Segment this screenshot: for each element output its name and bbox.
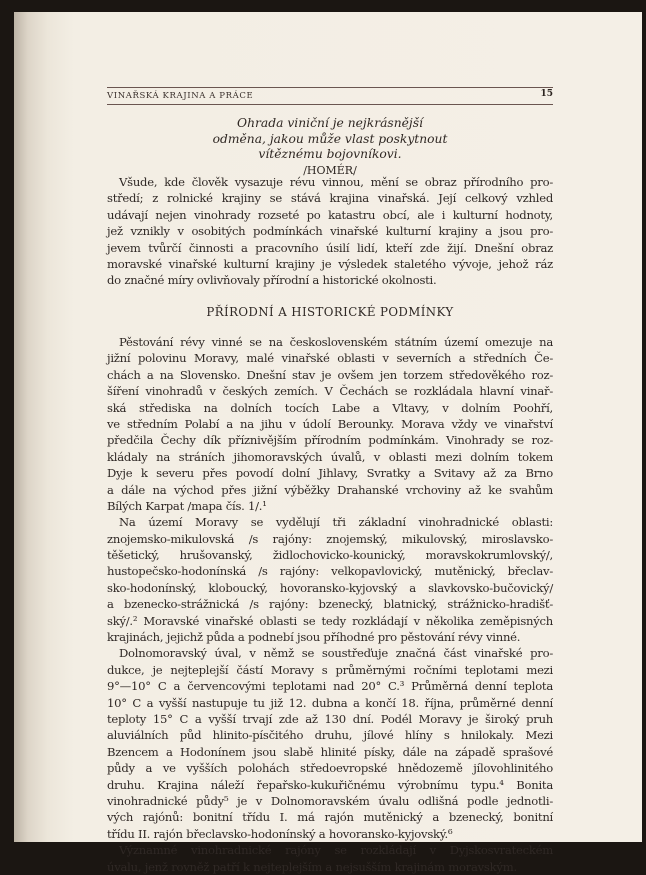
text-line: kládaly na stráních jihomoravských úvalů, v oblasti mezi dolním tokem <box>107 449 553 464</box>
body-text <box>107 334 553 875</box>
epigraph <box>107 116 553 178</box>
text-line: sko-hodonínský, kloboucký, hovoransko-kyjovský a slavkovsko-bučovický/ <box>107 580 553 595</box>
text-line: 10° C a vyšší nastupuje tu již 12. dubna a končí 18. října, průměrné denní <box>107 695 553 710</box>
epigraph-line: vítěznému bojovníkovi. <box>258 147 402 161</box>
text-line: do značné míry ovlivňovaly přírodní a historické okolnosti. <box>107 273 437 288</box>
text-line: krajinách, jejichž půda a podnebí jsou příhodné pro pěstování révy vinné. <box>107 630 521 645</box>
text-line: vých rajónů: bonitní třídu I. má rajón mutěnický a bzenecký, bonitní <box>107 810 553 825</box>
text-line: znojemsko-mikulovská /s rajóny: znojemský, mikulovský, miroslavsko- <box>107 531 553 546</box>
header-rule <box>107 87 553 88</box>
text-line: vinohradnické půdy⁵ je v Dolnomoravském úvalu odlišná podle jednotli- <box>107 793 553 808</box>
text-line: dukce, je nejteplejší částí Moravy s průměrnými ročními teplotami mezi <box>107 662 553 677</box>
text-line: Významné vinohradnické rajóny se rozkládají v Dyjskosvrateckém <box>119 843 553 858</box>
text-line: ská střediska na dolních tocích Labe a Vltavy, v dolním Poohří, <box>107 400 553 415</box>
intro-paragraph <box>107 174 553 289</box>
text-line: Na území Moravy se vydělují tři základní vinohradnické oblasti: <box>119 515 553 530</box>
text-line: půdy a ve vyšších polohách středoevropské hnědozemě jílovohlinitého <box>107 761 553 776</box>
text-line: 9°—10° C a červencovými teplotami nad 20° C.³ Průměrná denní teplota <box>107 679 553 694</box>
text-line: jež vznikly v osobitých podmínkách vinařské kulturní krajiny a jsou pro- <box>107 224 553 239</box>
text-line: třídu II. rajón břeclavsko-hodonínský a hovoransko-kyjovský.⁶ <box>107 826 453 841</box>
text-line: moravské vinařské kulturní krajiny je výsledek staletého vývoje, jehož ráz <box>107 256 553 271</box>
section-heading: PŘÍRODNÍ A HISTORICKÉ PODMÍNKY <box>206 305 454 319</box>
text-line: Bílých Karpat /mapa čís. 1/.¹ <box>107 498 267 513</box>
text-line: úvalu, jenž rovněž patří k nejteplejším a nejsušším krajinám moravským. <box>107 859 517 874</box>
text-line: a bzenecko-strážnická /s rajóny: bzenecký, blatnický, strážnicko-hradišť- <box>107 597 553 612</box>
text-line: středí; z rolnické krajiny se stává krajina vinařská. Její celkový vzhled <box>107 191 553 206</box>
text-line: šíření vinohradů v českých zemích. V Čechách se rozkládala hlavní vinař- <box>107 384 553 399</box>
text-line: ve středním Polabí a na jihu v údolí Berounky. Morava vždy ve vinařství <box>107 416 553 431</box>
text-line: Všude, kde člověk vysazuje révu vinnou, mění se obraz přírodního pro- <box>119 175 553 189</box>
text-line: udávají nejen vinohrady rozseté po katastru obcí, ale i kulturní hodnoty, <box>107 207 553 222</box>
text-line: a dále na východ přes jižní výběžky Drahanské vrchoviny až ke svahům <box>107 482 553 497</box>
epigraph-author: /HOMÉR/ <box>303 163 357 177</box>
text-line: jevem tvůrčí činnosti a pracovního úsilí lidí, kteří zde žijí. Dnešní obraz <box>107 240 553 255</box>
text-line: Dyje k severu přes povodí dolní Jihlavy, Svratky a Svitavy až za Brno <box>107 466 553 481</box>
text-line: chách a na Slovensko. Dnešní stav je ovšem jen torzem středověkého roz- <box>107 367 553 382</box>
text-line: Bzencem a Hodonínem jsou slabě hlinité písky, dále na západě sprašové <box>107 744 553 759</box>
text-line: teploty 15° C a vyšší trvají zde až 130 dní. Podél Moravy je široký pruh <box>107 711 553 726</box>
text-line: jižní polovinu Moravy, malé vinařské oblasti v severních a středních Če- <box>107 351 553 366</box>
text-line: hustopečsko-hodonínská /s rajóny: velkopavlovický, mutěnický, břeclav- <box>107 564 553 579</box>
text-line: předčila Čechy dík příznivějším přírodním podmínkám. Vinohrady se roz- <box>107 433 553 448</box>
epigraph-line: Ohrada viniční je nejkrásnější <box>237 116 423 130</box>
text-line: Pěstování révy vinné se na československém státním území omezuje na <box>119 335 553 349</box>
running-title: VINAŘSKÁ KRAJINA A PRÁCE <box>107 91 254 101</box>
page-number: 15 <box>540 89 553 99</box>
text-line: aluviálních půd hlinito-písčitého druhu, jílové hlíny s hnilokaly. Mezi <box>107 728 553 743</box>
header-underline <box>107 104 553 105</box>
text-line: ský/.² Moravské vinařské oblasti se tedy rozkládají v několika zeměpisných <box>107 613 553 628</box>
text-line: Dolnomoravský úval, v němž se soustřeďuje značná část vinařské pro- <box>119 646 553 661</box>
epigraph-line: odměna, jakou může vlast poskytnout <box>212 131 448 146</box>
text-line: druhu. Krajina náleží řepařsko-kukuřičnému výrobnímu typu.⁴ Bonita <box>107 777 553 792</box>
text-line: těšetický, hrušovanský, židlochovicko-kounický, moravskokrumlovský/, <box>107 548 553 563</box>
